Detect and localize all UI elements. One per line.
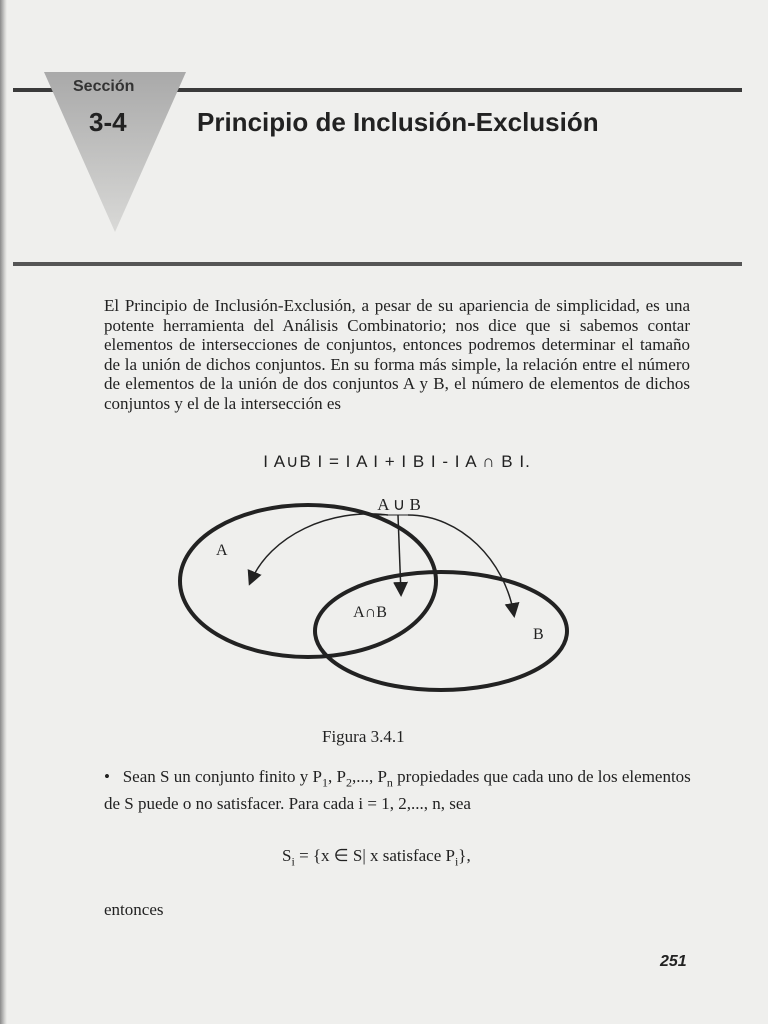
arrow-to-a [250,514,388,583]
p2-subscript: 2 [345,775,352,790]
set-p-subscript: i [454,854,459,869]
bullet-text-end: propiedades que cada uno de los elementos de S puede o no satisfacer. Para cada i = 1, 2,..., n, sea [104,767,691,814]
set-def-middle: = {x ∈ S| x satisface P [294,846,455,865]
set-a-label: A [216,542,228,559]
set-s: S [282,846,292,865]
closing-text: entonces [104,900,164,919]
intro-paragraph: El Principio de Inclusión-Exclusión, a pesar de su apariencia de simplicidad, es una potente herramienta del Análisis Combinatorio; nos dice que si sabemos contar elementos de intersecciones de conjuntos, entonces podremos determinar el tamaño de la unión de dichos conjuntos. En su forma más simple, la relación entre el número de elementos de la unión de dos conjuntos A y B, el número de elementos de dichos conjuntos y el de la intersección es [104,296,690,413]
intersection-label: A∩B [353,604,387,621]
set-b-ellipse [315,572,567,690]
set-definition [282,846,471,869]
bullet-text-start: Sean S un conjunto finito y P [122,767,322,786]
bullet-sep1: , P [327,767,346,786]
header-bottom-rule [13,262,742,266]
section-triangle [44,72,186,232]
set-def-end: }, [458,846,471,865]
pn-subscript: n [386,775,393,790]
arrow-to-b [408,515,514,615]
page-title: Principio de Inclusión-Exclusión [197,107,599,137]
set-a-ellipse [180,505,436,657]
section-label: Sección [73,78,135,95]
page-number: 251 [660,953,687,970]
figure-caption: Figura 3.4.1 [322,727,405,746]
venn-diagram [0,480,768,710]
set-b-label: B [533,626,544,643]
bullet-sep2: ,..., P [351,767,387,786]
union-label: A ∪ B [377,495,421,514]
p1-subscript: 1 [321,775,328,790]
bullet-mark: • [104,767,110,786]
properties-paragraph [104,766,694,815]
set-s-subscript: i [291,854,295,869]
section-number: 3-4 [89,107,127,137]
inclusion-exclusion-formula: I A∪B I = I A I + I B I - I A ∩ B I. [263,452,531,471]
